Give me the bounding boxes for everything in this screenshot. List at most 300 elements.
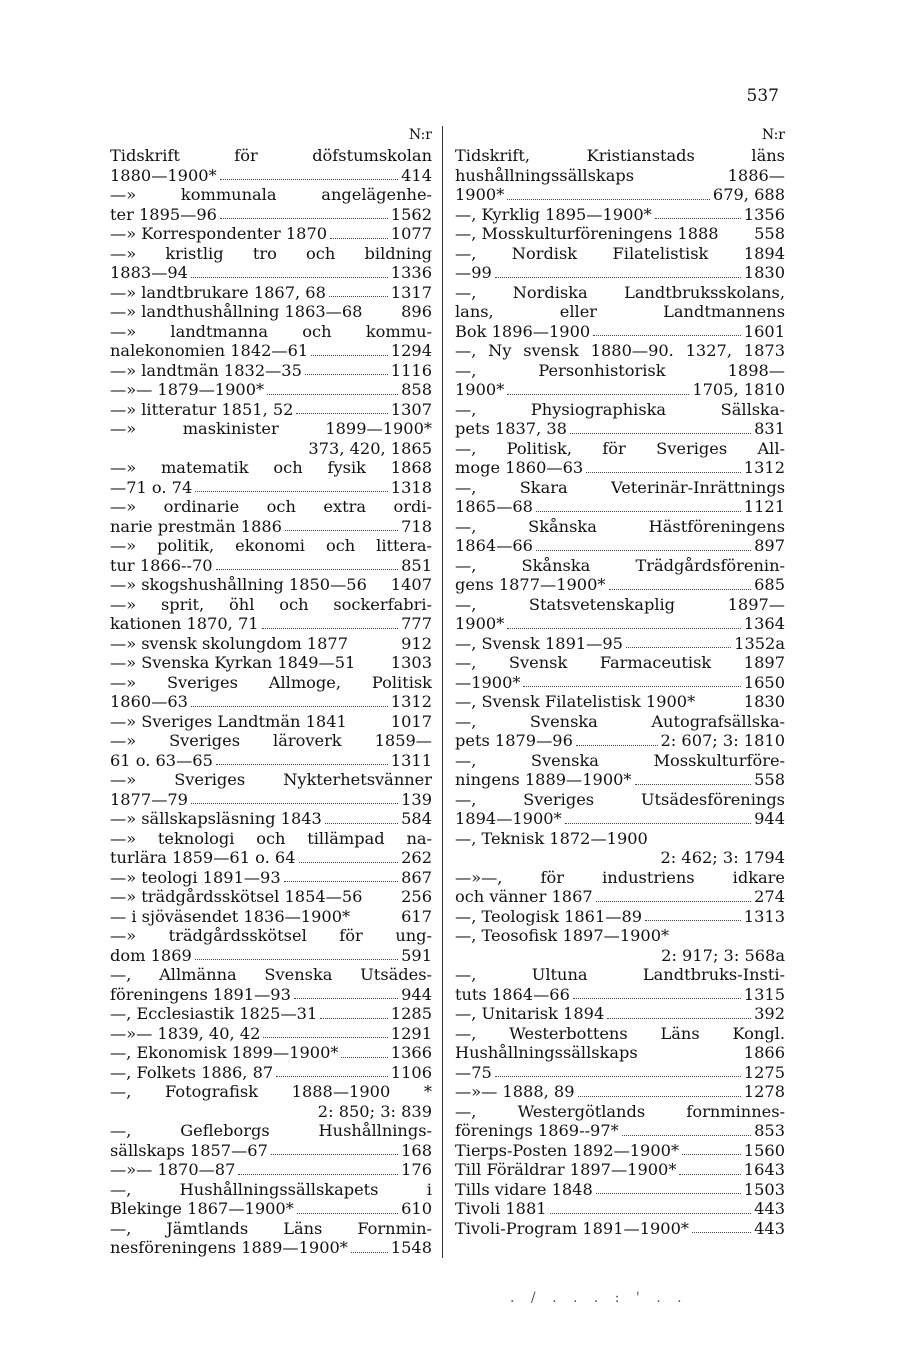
entry-text: —, Westergötlands fornminnes- xyxy=(455,1101,785,1121)
leader-dots xyxy=(692,1231,751,1233)
entry-number: 558 xyxy=(754,770,785,789)
index-line xyxy=(110,770,432,790)
entry-text: Blekinge 1867—1900* xyxy=(110,1199,294,1218)
index-line xyxy=(110,1102,432,1122)
entry-text: tuts 1864—66 xyxy=(455,984,570,1004)
index-line xyxy=(110,985,432,1005)
leader-dots xyxy=(238,1173,398,1175)
entry-number: 610 xyxy=(401,1199,432,1218)
index-line xyxy=(455,790,785,810)
index-line xyxy=(455,887,785,907)
entry-number: 414 xyxy=(401,165,432,185)
index-line xyxy=(110,790,432,810)
index-line xyxy=(455,575,785,595)
entry-text: Tills vidare 1848 xyxy=(455,1179,593,1199)
index-line xyxy=(455,1121,785,1141)
entry-text: —, Physiographiska Sällska- xyxy=(455,399,785,419)
index-line xyxy=(110,302,432,322)
index-line xyxy=(455,634,785,654)
left-column xyxy=(110,124,432,1258)
entry-number: 1278 xyxy=(743,1082,785,1101)
index-line xyxy=(110,439,432,459)
leader-dots xyxy=(722,237,752,238)
entry-text: kationen 1870, 71 xyxy=(110,614,259,633)
entry-number: 1548 xyxy=(390,1238,432,1257)
entry-number: 897 xyxy=(754,536,785,555)
index-line xyxy=(110,595,432,615)
entry-text: föreningens 1891—93 xyxy=(110,984,291,1004)
entry-number: 1291 xyxy=(390,1023,432,1043)
entry-number: 1560 xyxy=(743,1140,785,1160)
index-line xyxy=(110,400,432,420)
entry-text: Tidskrift för döfstumskolan xyxy=(110,146,432,165)
leader-dots xyxy=(596,900,751,902)
index-line xyxy=(110,458,432,478)
leader-dots xyxy=(682,1153,741,1155)
index-line xyxy=(110,556,432,576)
entry-text: nesföreningens 1889—1900* xyxy=(110,1238,348,1257)
index-line xyxy=(110,497,432,517)
index-line xyxy=(110,887,432,907)
entry-text: —» trädgårdsskötsel 1854—56 xyxy=(110,887,363,906)
entry-text: 1865—68 xyxy=(455,497,533,516)
index-line xyxy=(110,322,432,342)
entry-number: 1116 xyxy=(390,360,432,380)
entry-number: 1503 xyxy=(743,1179,785,1199)
entry-number: 1317 xyxy=(390,282,432,302)
entry-number: 617 xyxy=(401,906,432,926)
index-line xyxy=(110,965,432,985)
entry-number: 2: 607; 3: 1810 xyxy=(660,731,785,750)
index-line xyxy=(455,946,785,966)
entry-text: —» Sveriges läroverk 1859— xyxy=(110,731,432,750)
index-line xyxy=(455,692,785,712)
leader-dots xyxy=(267,393,398,395)
entry-text: —» skogshushållning 1850—56 xyxy=(110,575,367,594)
index-line xyxy=(455,146,785,166)
entry-number: 558 xyxy=(754,224,785,243)
index-line xyxy=(455,1219,785,1239)
index-line xyxy=(455,731,785,751)
entry-number: 1307 xyxy=(390,399,432,419)
index-line xyxy=(110,653,432,673)
index-line xyxy=(455,985,785,1005)
entry-text: Tivoli 1881 xyxy=(455,1199,547,1218)
index-line xyxy=(110,341,432,361)
leader-dots xyxy=(550,1212,752,1214)
entry-number: 584 xyxy=(401,809,432,828)
leader-dots xyxy=(296,412,387,414)
index-line xyxy=(110,614,432,634)
index-line xyxy=(110,1121,432,1141)
entry-text: Tivoli-Program 1891—1900* xyxy=(455,1218,689,1238)
leader-dots xyxy=(536,549,751,551)
index-line xyxy=(455,497,785,517)
index-line xyxy=(110,361,432,381)
leader-dots xyxy=(330,237,388,239)
entry-text: —, Svensk 1891—95 xyxy=(455,633,623,653)
entry-text: 2: 462; 3: 1794 xyxy=(660,848,785,867)
index-line xyxy=(455,1160,785,1180)
entry-number: 685 xyxy=(754,575,785,594)
index-line xyxy=(110,283,432,303)
entry-number: 1285 xyxy=(390,1004,432,1023)
entry-text: 1900* xyxy=(455,380,505,399)
entry-number: 718 xyxy=(401,516,432,536)
entry-text: tur 1866--70 xyxy=(110,555,213,575)
index-line xyxy=(455,205,785,225)
index-line xyxy=(110,1180,432,1200)
leader-dots xyxy=(523,685,740,687)
entry-text: —»—, för industriens idkare xyxy=(455,867,785,887)
entry-text: Tidskrift, Kristianstads läns xyxy=(455,146,785,165)
entry-number: 1312 xyxy=(390,692,432,711)
leader-dots xyxy=(586,471,741,473)
leader-dots xyxy=(507,393,689,395)
leader-dots xyxy=(299,861,399,863)
leader-dots xyxy=(350,725,388,726)
entry-number: 1336 xyxy=(390,263,432,282)
leader-dots xyxy=(263,1036,387,1038)
index-line xyxy=(455,1043,785,1063)
index-line xyxy=(110,751,432,771)
entry-text: 1880—1900* xyxy=(110,165,217,185)
index-line xyxy=(455,1141,785,1161)
index-line xyxy=(455,458,785,478)
index-line xyxy=(110,224,432,244)
entry-text: dom 1869 xyxy=(110,945,192,965)
entry-text: —1900* xyxy=(455,672,521,692)
leader-dots xyxy=(191,276,388,278)
index-line xyxy=(455,770,785,790)
entry-number: 1601 xyxy=(743,321,785,341)
entry-text: —» Korrespondenter 1870 xyxy=(110,224,328,243)
leader-dots xyxy=(276,1075,388,1077)
index-line xyxy=(110,692,432,712)
index-line xyxy=(110,907,432,927)
index-line xyxy=(455,868,785,888)
footer-marks: . / . . . : ' . . xyxy=(510,1290,688,1306)
index-line xyxy=(455,341,785,361)
entry-number: 867 xyxy=(401,867,432,887)
index-line xyxy=(455,1082,785,1102)
leader-dots xyxy=(271,1153,398,1155)
entry-text: —, Hushållningssällskapets i xyxy=(110,1179,432,1199)
entry-number: 1352a xyxy=(734,633,785,653)
entry-text: Till Föräldrar 1897—1900* xyxy=(455,1160,677,1179)
entry-text: och vänner 1867 xyxy=(455,887,593,906)
entry-text: —, Ultuna Landtbruks-Insti- xyxy=(455,965,785,984)
entry-text: —» Sveriges Nykterhetsvänner xyxy=(110,770,432,789)
leader-dots xyxy=(578,1095,741,1097)
index-line xyxy=(110,673,432,693)
entry-text: 1864—66 xyxy=(455,536,533,555)
entry-text: —, Kyrklig 1895—1900* xyxy=(455,204,652,224)
index-line xyxy=(110,244,432,264)
index-line xyxy=(455,907,785,927)
index-line xyxy=(110,380,432,400)
index-line xyxy=(455,283,785,303)
entry-text: —, Skånska Trädgårdsförenin- xyxy=(455,555,785,575)
entry-text: turlära 1859—61 o. 64 xyxy=(110,848,296,867)
index-line xyxy=(455,1102,785,1122)
entry-text: Bok 1896—1900 xyxy=(455,321,591,341)
right-column-lines xyxy=(455,146,785,1238)
leader-dots xyxy=(576,744,658,746)
index-line xyxy=(110,829,432,849)
leader-dots xyxy=(191,705,388,707)
entry-text: —» sällskapsläsning 1843 xyxy=(110,809,322,828)
entry-text: sällskaps 1857—67 xyxy=(110,1140,268,1160)
entry-text: — i sjöväsendet 1836—1900* xyxy=(110,906,351,926)
index-line xyxy=(110,575,432,595)
index-line xyxy=(110,1004,432,1024)
entry-text: —»— 1879—1900* xyxy=(110,380,265,399)
index-line xyxy=(455,712,785,732)
index-line xyxy=(455,1004,785,1024)
entry-number: 851 xyxy=(401,555,432,575)
leader-dots xyxy=(320,1017,388,1019)
index-line xyxy=(455,673,785,693)
entry-text: —, Westerbottens Läns Kongl. xyxy=(455,1023,785,1043)
leader-dots xyxy=(216,568,399,570)
entry-text: —, Sveriges Utsädesförenings xyxy=(455,789,785,809)
index-line xyxy=(110,1082,432,1102)
index-line xyxy=(110,1199,432,1219)
entry-number: 1311 xyxy=(390,750,432,770)
index-line xyxy=(110,1160,432,1180)
index-line xyxy=(455,380,785,400)
entry-text: narie prestmän 1886 xyxy=(110,516,282,536)
entry-number: 944 xyxy=(401,984,432,1004)
leader-dots xyxy=(358,666,387,667)
entry-text: —, Fotografisk 1888—1900 * xyxy=(110,1082,432,1101)
entry-text: —, Svensk Filatelistisk 1900* xyxy=(455,692,696,711)
entry-text: 1860—63 xyxy=(110,692,188,711)
entry-number: 591 xyxy=(401,945,432,965)
entry-text: 1883—94 xyxy=(110,263,188,282)
entry-text: —, Allmänna Svenska Utsädes- xyxy=(110,965,432,984)
entry-text: gens 1877—1900* xyxy=(455,575,606,594)
entry-text: 1900* xyxy=(455,614,505,633)
index-line xyxy=(455,361,785,381)
entry-number: 896 xyxy=(401,302,432,321)
entry-number: 176 xyxy=(401,1160,432,1179)
leader-dots xyxy=(495,1075,741,1077)
index-line xyxy=(455,614,785,634)
leader-dots xyxy=(351,1251,388,1253)
index-line xyxy=(110,166,432,186)
entry-text: —, Nordiska Landtbruksskolans, xyxy=(455,282,785,302)
entry-text: —»— 1839, 40, 42 xyxy=(110,1023,261,1043)
index-line xyxy=(455,1063,785,1083)
entry-text: —, Ecclesiastik 1825—31 xyxy=(110,1004,318,1023)
entry-number: 1562 xyxy=(390,204,432,224)
leader-dots xyxy=(294,997,398,999)
column-divider xyxy=(442,126,443,1258)
leader-dots xyxy=(311,354,388,356)
leader-dots xyxy=(329,295,388,297)
entry-number: 1366 xyxy=(390,1043,432,1062)
entry-number: 944 xyxy=(754,809,785,828)
leader-dots xyxy=(351,647,398,648)
leader-dots xyxy=(698,705,741,706)
entry-text: —» maskinister 1899—1900* xyxy=(110,419,432,438)
column-header-left: N:r xyxy=(408,127,432,143)
entry-number: 1275 xyxy=(743,1062,785,1082)
entry-number: 1315 xyxy=(743,984,785,1004)
entry-text: —75 xyxy=(455,1062,492,1082)
entry-number: 1705, 1810 xyxy=(692,380,785,399)
entry-number: 262 xyxy=(401,848,432,867)
entry-number: 168 xyxy=(401,1140,432,1160)
leader-dots xyxy=(220,217,388,219)
leader-dots xyxy=(220,178,398,180)
entry-text: 1900* xyxy=(455,185,505,204)
index-line xyxy=(110,1141,432,1161)
leader-dots xyxy=(507,627,741,629)
entry-text: —, Mosskulturföreningens 1888 xyxy=(455,224,719,243)
entry-text: nalekonomien 1842—61 xyxy=(110,341,309,360)
leader-dots xyxy=(609,588,752,590)
index-line xyxy=(455,322,785,342)
leader-dots xyxy=(536,510,741,512)
entry-text: —71 o. 74 xyxy=(110,477,193,497)
entry-text: —, Svenska Mosskulturföre- xyxy=(455,750,785,770)
entry-number: 443 xyxy=(754,1218,785,1238)
index-line xyxy=(110,185,432,205)
entry-text: —, Skara Veterinär-Inrättnings xyxy=(455,477,785,497)
leader-dots xyxy=(570,432,751,434)
leader-dots xyxy=(573,997,741,999)
entry-text: hushållningssällskaps 1886— xyxy=(455,165,785,185)
entry-text: —» kommunala angelägenhe- xyxy=(110,185,432,204)
leader-dots xyxy=(679,1173,740,1175)
index-line xyxy=(455,1199,785,1219)
entry-number: 1643 xyxy=(743,1160,785,1179)
entry-text: —» kristlig tro och bildning xyxy=(110,243,432,263)
leader-dots xyxy=(365,315,398,316)
entry-number: 1121 xyxy=(743,497,785,516)
entry-text: —» Svenska Kyrkan 1849—51 xyxy=(110,653,356,672)
index-line xyxy=(455,166,785,186)
leader-dots xyxy=(655,217,741,219)
entry-number: 1106 xyxy=(390,1062,432,1082)
entry-number: 1294 xyxy=(390,341,432,360)
index-line xyxy=(110,536,432,556)
entry-text: —, Folkets 1886, 87 xyxy=(110,1062,274,1082)
index-line xyxy=(455,653,785,673)
entry-text: —, Unitarisk 1894 xyxy=(455,1004,605,1023)
right-column xyxy=(455,124,785,1238)
leader-dots xyxy=(607,1017,751,1019)
entry-text: —» landtmän 1832—35 xyxy=(110,360,302,380)
entry-text: —, Skånska Hästföreningens xyxy=(455,516,785,536)
entry-number: 853 xyxy=(754,1121,785,1140)
index-line xyxy=(455,224,785,244)
entry-text: 2: 850; 3: 839 xyxy=(317,1101,432,1121)
index-line xyxy=(455,478,785,498)
entry-text: pets 1879—96 xyxy=(455,731,573,750)
entry-text: —, Personhistorisk 1898— xyxy=(455,360,785,380)
entry-number: 1017 xyxy=(390,711,432,731)
entry-text: —, Jämtlands Läns Fornmin- xyxy=(110,1218,432,1238)
entry-text: —» politik, ekonomi och littera- xyxy=(110,536,432,555)
entry-text: —» landtmanna och kommu- xyxy=(110,321,432,341)
leader-dots xyxy=(305,373,388,375)
index-line xyxy=(455,400,785,420)
entry-text: —» Sveriges Landtmän 1841 xyxy=(110,711,347,731)
entry-text: 61 o. 63—65 xyxy=(110,750,213,770)
index-line xyxy=(110,731,432,751)
index-line xyxy=(110,419,432,439)
index-line xyxy=(110,1219,432,1239)
entry-text: ningens 1889—1900* xyxy=(455,770,632,789)
entry-text: Tierps-Posten 1892—1900* xyxy=(455,1140,680,1160)
entry-number: 1313 xyxy=(743,906,785,926)
index-line xyxy=(455,302,785,322)
entry-text: —, Nordisk Filatelistisk 1894 xyxy=(455,243,785,263)
entry-number: 1303 xyxy=(390,653,432,672)
leader-dots xyxy=(341,1056,387,1058)
index-line xyxy=(455,926,785,946)
entry-text: förenings 1869--97* xyxy=(455,1121,619,1140)
entry-text: —, Politisk, för Sveriges All- xyxy=(455,438,785,458)
entry-number: 1650 xyxy=(743,672,785,692)
leader-dots xyxy=(645,919,741,921)
entry-text: ter 1895—96 xyxy=(110,204,217,224)
entry-text: —, Ekonomisk 1899—1900* xyxy=(110,1043,339,1062)
index-line xyxy=(110,926,432,946)
leader-dots xyxy=(370,588,388,589)
entry-text: —» sprit, öhl och sockerfabri- xyxy=(110,594,432,614)
entry-number: 1356 xyxy=(743,204,785,224)
entry-number: 256 xyxy=(401,887,432,906)
entry-text: —» Sveriges Allmoge, Politisk xyxy=(110,672,432,692)
index-line xyxy=(455,1024,785,1044)
entry-text: —99 xyxy=(455,263,492,282)
entry-number: 831 xyxy=(754,419,785,438)
entry-text: lans, eller Landtmannens xyxy=(455,302,785,321)
leader-dots xyxy=(216,763,388,765)
entry-text: —» svensk skolungdom 1877 xyxy=(110,633,349,653)
entry-text: —» matematik och fysik 1868 xyxy=(110,458,432,477)
entry-text: —, Teosofisk 1897—1900* xyxy=(455,926,670,945)
entry-number: 1312 xyxy=(743,458,785,477)
entry-text: —» litteratur 1851, 52 xyxy=(110,399,294,419)
leader-dots xyxy=(635,783,752,785)
index-line xyxy=(110,1063,432,1083)
entry-text: —, Svenska Autografsällska- xyxy=(455,711,785,731)
entry-text: 1894—1900* xyxy=(455,809,562,828)
leader-dots xyxy=(507,198,710,200)
entry-number: 679, 688 xyxy=(712,185,785,204)
index-line xyxy=(110,517,432,537)
index-line xyxy=(455,517,785,537)
entry-text: 373, 420, 1865 xyxy=(308,438,432,458)
entry-text: —, Statsvetenskaplig 1897— xyxy=(455,594,785,614)
index-line xyxy=(455,536,785,556)
entry-number: 1077 xyxy=(390,224,432,243)
entry-text: —» teknologi och tillämpad na- xyxy=(110,828,432,848)
index-line xyxy=(110,1043,432,1063)
entry-text: —, Teologisk 1861—89 xyxy=(455,906,643,926)
index-line xyxy=(110,848,432,868)
entry-text: —» ordinarie och extra ordi- xyxy=(110,497,432,516)
entry-text: —» landtbrukare 1867, 68 xyxy=(110,282,326,302)
index-line xyxy=(110,263,432,283)
leader-dots xyxy=(495,276,741,278)
